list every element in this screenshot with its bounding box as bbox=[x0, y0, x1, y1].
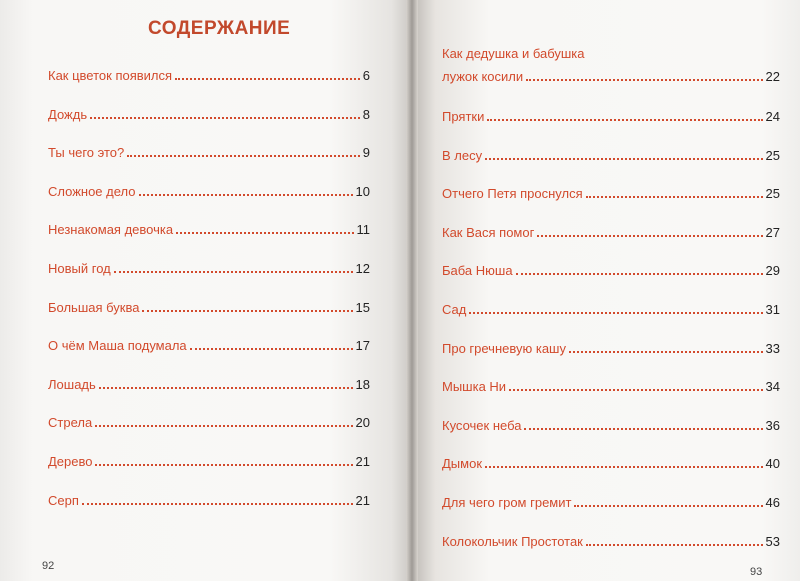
toc-entry bbox=[48, 140, 370, 160]
toc-entry-page: 46 bbox=[765, 495, 780, 510]
toc-entry bbox=[48, 449, 370, 469]
toc-entry-title-line2: лужок косили bbox=[442, 69, 524, 84]
toc-entry-title: Как цветок появился bbox=[48, 68, 173, 83]
toc-entry-page: 21 bbox=[355, 492, 370, 508]
toc-entry-page: 20 bbox=[355, 415, 370, 431]
toc-entry bbox=[442, 104, 780, 124]
toc-leader-dots bbox=[537, 235, 762, 237]
toc-entry-title: Мышка Ни bbox=[442, 379, 507, 395]
toc-entry bbox=[442, 258, 780, 278]
toc-entry-page: 18 bbox=[355, 376, 370, 392]
toc-entry bbox=[48, 372, 370, 392]
toc-entry-title: Серп bbox=[48, 492, 79, 508]
toc-entry-title: Дымок bbox=[442, 456, 483, 472]
toc-entry-title: В лесу bbox=[442, 147, 483, 163]
toc-entry-page: 40 bbox=[765, 456, 780, 472]
toc-leader-dots bbox=[95, 425, 352, 427]
toc-entry-page: 21 bbox=[355, 454, 370, 469]
toc-entry-page: 22 bbox=[765, 69, 780, 84]
toc-entry-title: Лошадь bbox=[48, 376, 96, 392]
toc-entry-line2 bbox=[442, 64, 780, 84]
toc-entry bbox=[48, 256, 370, 276]
toc-entry bbox=[442, 297, 780, 317]
toc-entry-title: Незнакомая девочка bbox=[48, 222, 174, 238]
contents-heading: СОДЕРЖАНИЕ bbox=[148, 18, 291, 39]
toc-leader-dots bbox=[509, 389, 762, 391]
toc-entry-title: Новый год bbox=[48, 261, 111, 276]
toc-leader-dots bbox=[95, 464, 352, 466]
toc-leader-dots bbox=[142, 310, 352, 312]
toc-entry-page: 25 bbox=[765, 147, 780, 163]
toc-leader-dots bbox=[139, 194, 353, 196]
toc-entry-title-line1: Как дедушка и бабушка bbox=[442, 46, 585, 61]
toc-leader-dots bbox=[90, 117, 360, 119]
toc-entry-page: 6 bbox=[362, 68, 370, 83]
toc-leader-dots bbox=[516, 273, 763, 275]
right-page-number: 93 bbox=[750, 566, 763, 578]
toc-entry-page: 24 bbox=[765, 109, 780, 124]
toc-entry-title: Дождь bbox=[48, 106, 88, 122]
toc-entry bbox=[442, 220, 780, 240]
toc-leader-dots bbox=[487, 119, 762, 121]
toc-entry bbox=[48, 488, 370, 508]
toc-leader-dots bbox=[99, 387, 353, 389]
toc-entry bbox=[442, 336, 780, 356]
toc-entry-title: Сад bbox=[442, 302, 467, 317]
toc-entry-page: 15 bbox=[355, 299, 370, 315]
toc-entry bbox=[48, 63, 370, 83]
toc-entry bbox=[442, 529, 780, 549]
toc-leader-dots bbox=[526, 79, 762, 81]
toc-entry-title: Для чего гром гремит bbox=[442, 495, 572, 510]
toc-entry-title: Про гречневую кашу bbox=[442, 340, 566, 356]
toc-leader-dots bbox=[569, 351, 763, 353]
toc-leader-dots bbox=[586, 196, 763, 198]
toc-leader-dots bbox=[127, 155, 360, 157]
toc-entry-page: 29 bbox=[765, 263, 780, 279]
toc-entry-page: 17 bbox=[355, 338, 370, 354]
toc-entry bbox=[48, 410, 370, 430]
toc-entry bbox=[442, 44, 780, 84]
right-page bbox=[412, 0, 800, 581]
toc-entry-page: 12 bbox=[355, 261, 370, 276]
toc-entry-title: Баба Нюша bbox=[442, 263, 513, 279]
toc-entry-page: 11 bbox=[356, 222, 370, 238]
toc-entry bbox=[442, 181, 780, 201]
toc-entry bbox=[48, 295, 370, 315]
toc-leader-dots bbox=[175, 78, 360, 80]
toc-entry-page: 10 bbox=[355, 183, 370, 199]
toc-entry-page: 33 bbox=[765, 340, 780, 356]
toc-entry-page: 8 bbox=[362, 106, 370, 122]
toc-leader-dots bbox=[469, 312, 762, 314]
toc-entry-page: 9 bbox=[362, 145, 370, 161]
toc-leader-dots bbox=[82, 503, 353, 505]
toc-entry-page: 34 bbox=[765, 379, 780, 395]
toc-entry-page: 36 bbox=[765, 417, 780, 433]
toc-entry-title: Сложное дело bbox=[48, 183, 136, 199]
toc-leader-dots bbox=[176, 232, 353, 234]
toc-entry-title: Как Вася помог bbox=[442, 224, 535, 240]
toc-entry-title: Ты чего это? bbox=[48, 145, 125, 161]
toc-leader-dots bbox=[114, 271, 353, 273]
toc-entry-title: Стрела bbox=[48, 415, 93, 431]
toc-leader-dots bbox=[485, 466, 763, 468]
toc-entry bbox=[442, 143, 780, 163]
toc-entry bbox=[48, 333, 370, 353]
toc-entry bbox=[442, 374, 780, 394]
book-gutter bbox=[406, 0, 418, 581]
toc-entry-page: 31 bbox=[765, 302, 780, 317]
toc-entry bbox=[48, 217, 370, 237]
toc-entry-title: Прятки bbox=[442, 109, 485, 124]
toc-leader-dots bbox=[190, 348, 353, 350]
toc-entry bbox=[442, 413, 780, 433]
toc-leader-dots bbox=[485, 158, 762, 160]
toc-entry bbox=[48, 179, 370, 199]
toc-entry-title: Большая буква bbox=[48, 299, 140, 315]
toc-entry-page: 25 bbox=[765, 186, 780, 202]
toc-leader-dots bbox=[524, 428, 762, 430]
toc-entry bbox=[442, 451, 780, 471]
toc-leader-dots bbox=[574, 505, 762, 507]
toc-entry-title: Отчего Петя проснулся bbox=[442, 186, 583, 202]
left-page-number: 92 bbox=[42, 560, 55, 572]
toc-entry-page: 27 bbox=[765, 224, 780, 240]
toc-leader-dots bbox=[586, 544, 763, 546]
toc-entry-title: Кусочек неба bbox=[442, 417, 522, 433]
toc-entry-title: О чём Маша подумала bbox=[48, 338, 187, 354]
toc-entry-page: 53 bbox=[765, 533, 780, 549]
toc-entry-title: Колокольчик Простотак bbox=[442, 533, 583, 549]
toc-entry bbox=[442, 490, 780, 510]
toc-entry-title: Дерево bbox=[48, 454, 93, 469]
toc-entry bbox=[48, 102, 370, 122]
